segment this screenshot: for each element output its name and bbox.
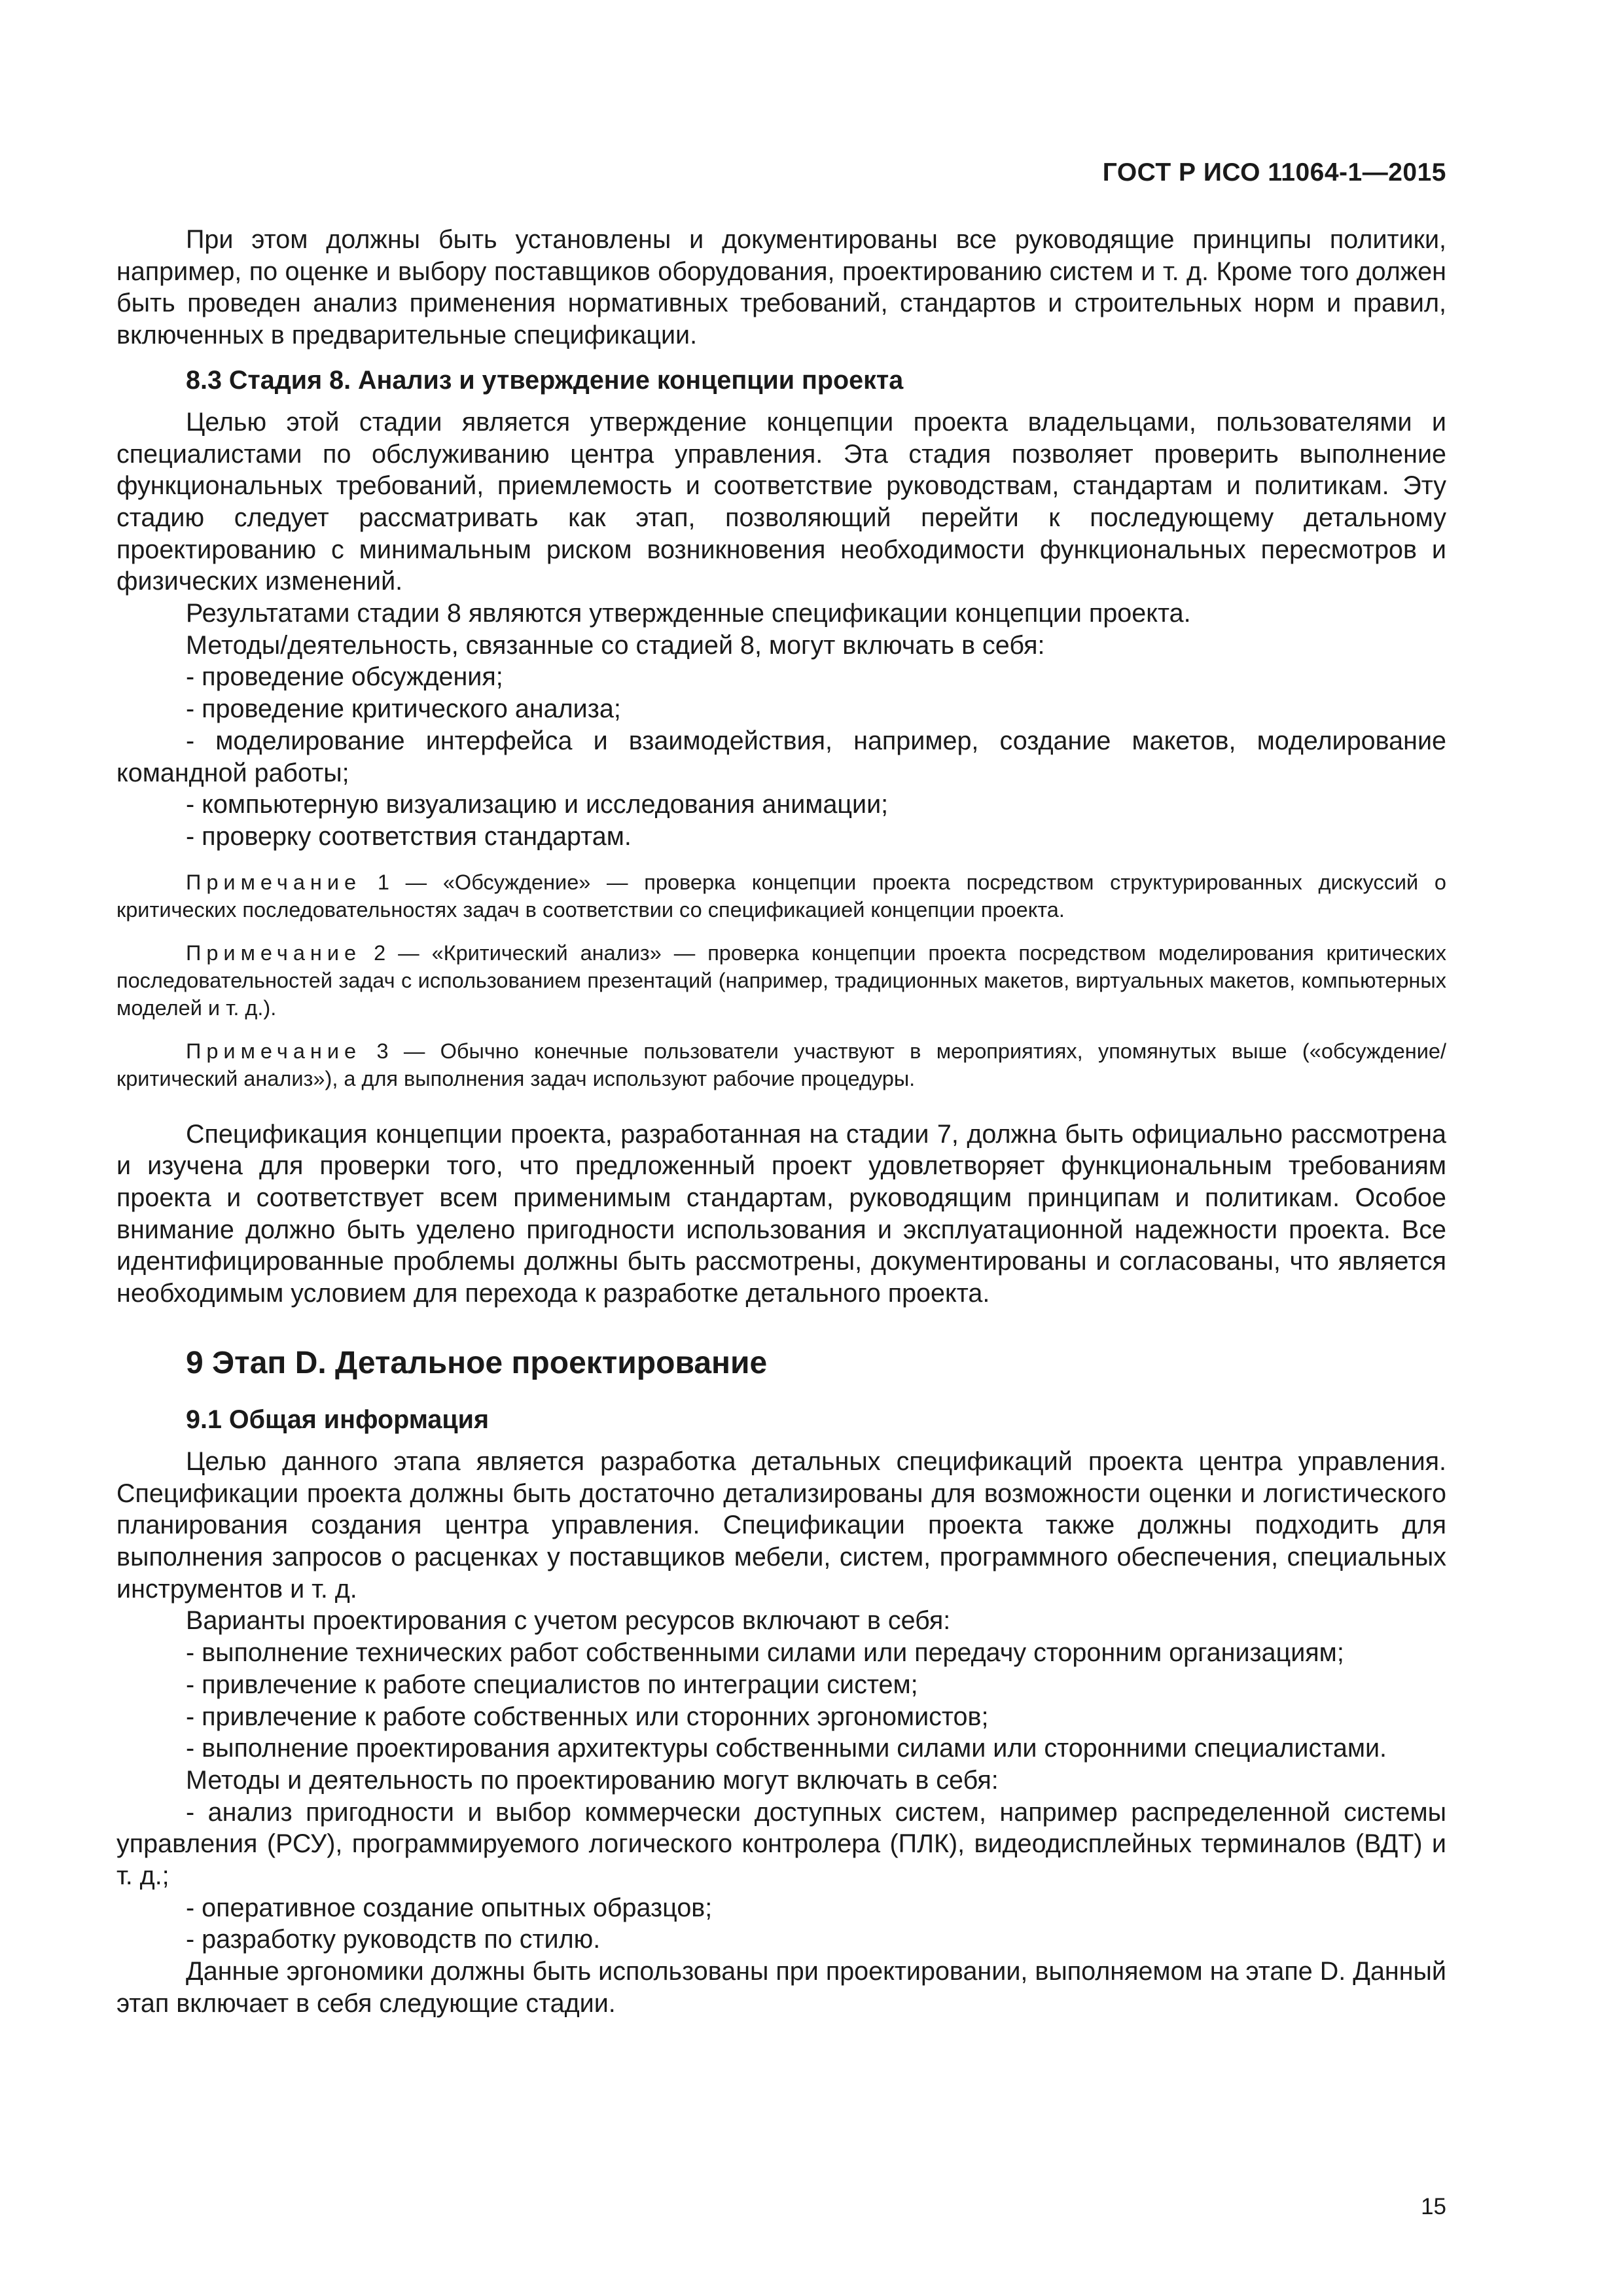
section-9-1-paragraph-3: Методы и деятельность по проектированию могут включать в себя: [186,1765,999,1795]
page-number: 15 [1421,2194,1446,2219]
list-item: - анализ пригодности и выбор коммерчески доступных систем, например распределенной системы управления (РСУ), программируемого логического контролера (ПЛК), видеодисплейных терминалов (ВДТ) и т. д.; [116,1797,1446,1891]
section-9-1-paragraph-1: Целью данного этапа является разработка детальных спецификаций проекта центра управления. Спецификации проекта должны быть достаточно детализированы для возможности оценки и логистического планирования создания центра управления. Спецификации проекта также должны подходить для выполнения запросов о расценках у поставщиков мебели, систем, программного обеспечения, специальных инструментов и т. д. [116,1446,1446,1604]
document-header: ГОСТ Р ИСО 11064-1—2015 [1102,158,1446,187]
section-9-heading: 9 Этап D. Детальное проектирование [186,1345,768,1380]
list-item: - выполнение проектирования архитектуры собственными силами или сторонними специалистами. [186,1734,1387,1763]
section-9-1-heading: 9.1 Общая информация [186,1405,490,1434]
section-8-3-paragraph-2: Результатами стадии 8 являются утвержденные спецификации концепции проекта. [186,599,1191,628]
section-9-1-paragraph-2: Варианты проектирования с учетом ресурсов включают в себя: [186,1606,951,1636]
list-item: - проведение обсуждения; [186,662,503,692]
list-item: - компьютерную визуализацию и исследования анимации; [186,790,889,819]
paragraph-intro: При этом должны быть установлены и документированы все руководящие принципы политики, например, по оценке и выбору поставщиков оборудования, проектированию систем и т. д. Кроме того должен быть проведен анализ применения нормативных требований, стандартов и строительных норм и правил, включенных в предварительные спецификации. [116,225,1446,350]
list-item: - привлечение к работе собственных или сторонних эргономистов; [186,1702,989,1731]
list-item: - оперативное создание опытных образцов; [186,1893,713,1922]
page-content [116,224,1446,2020]
section-9-1-paragraph-4: Данные эргономики должны быть использованы при проектировании, выполняемом на этапе D. Данный этап включает в себя следующие стадии. [116,1957,1446,2018]
section-8-3-paragraph-4: Спецификация концепции проекта, разработанная на стадии 7, должна быть официально рассмотрена и изучена для проверки того, что предложенный проект удовлетворяет функциональным требованиям проекта и соответствует всем применимым стандартам, руководящим принципам и политикам. Особое внимание должно быть уделено пригодности использования и эксплуатационной надежности проекта. Все идентифицированные проблемы должны быть рассмотрены, документированы и согласованы, что является необходимым условием для перехода к разработке детального проекта. [116,1119,1446,1308]
section-8-3-heading: 8.3 Стадия 8. Анализ и утверждение концепции проекта [186,365,904,395]
note-3 [116,1037,1446,1092]
note-1 [116,869,1446,924]
list-item: - проведение критического анализа; [186,694,621,724]
note-text: 3 — Обычно конечные пользователи участвуют в мероприятиях, упомянутых выше («обсуждение/критический анализ»), а для выполнения задач используют рабочие процедуры. [116,1039,1446,1090]
note-label: Примечание [186,870,362,894]
list-item: - моделирование интерфейса и взаимодействия, например, создание макетов, моделирование командной работы; [116,726,1446,787]
section-8-3-paragraph-1: Целью этой стадии является утверждение концепции проекта владельцами, пользователями и специалистами по обслуживанию центра управления. Эта стадия позволяет проверить выполнение функциональных требований, приемлемость и соответствие руководствам, стандартам и политикам. Эту стадию следует рассматривать как этап, позволяющий перейти к последующему детальному проектированию с минимальным риском возникновения необходимости функциональных пересмотров и физических изменений. [116,407,1446,596]
list-item: - выполнение технических работ собственными силами или передачу сторонним организациям; [186,1638,1344,1668]
section-8-3-paragraph-3: Методы/деятельность, связанные со стадией 8, могут включать в себя: [186,630,1045,660]
note-label: Примечание [186,1039,362,1063]
note-text: 1 — «Обсуждение» — проверка концепции проекта посредством структурированных дискуссий о критических последовательностях задач в соответствии со спецификацией концепции проекта. [116,870,1446,922]
note-2 [116,939,1446,1022]
list-item: - проверку соответствия стандартам. [186,821,632,851]
list-item: - разработку руководств по стилю. [186,1925,601,1954]
note-label: Примечание [186,941,362,965]
note-text: 2 — «Критический анализ» — проверка концепции проекта посредством моделирования критических последовательностей задач с использованием презентаций (например, традиционных макетов, виртуальных макетов, компьютерных моделей и т. д.). [116,941,1446,1020]
list-item: - привлечение к работе специалистов по интеграции систем; [186,1670,918,1699]
